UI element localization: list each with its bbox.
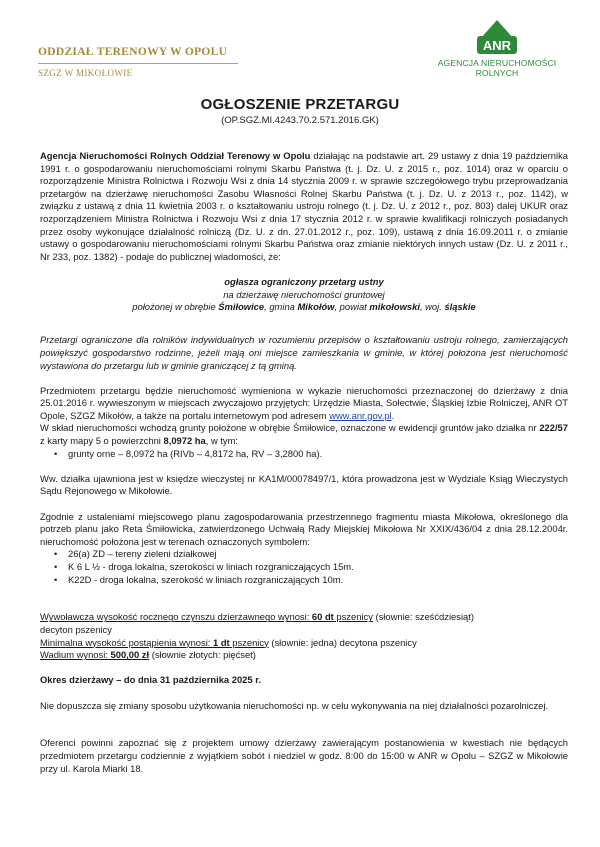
anr-website-link[interactable]: www.anr.gov.pl xyxy=(329,409,392,421)
header-divider xyxy=(38,63,238,64)
restriction-paragraph: Przetargi ograniczone dla rolników indywidualnych w rozumieniu przepisów o kształtowaniu ustroju rolnego, zamierzających powiększyć gospodarstwo rodzinne, jeżeli mają oni miejsce zamieszkania w gminie, w której położona jest nieruchomość wystawiona do przetargu lub w gminie graniczącej z tą gminą. xyxy=(40,334,568,371)
title-block xyxy=(0,96,600,126)
intro-text: działając na podstawie art. 29 ustawy z dnia 19 października 1991 r. o gospodarowaniu nieruchomościami rolnymi Skarbu Państwa (t. j. Dz. U. z 2015 r., poz. 1014) oraz w oparciu o rozporządzenie Ministra Rolnictwa i Rozwoju Wsi z dnia 14 stycznia 2009 r. w sprawie szczegółowego trybu przeprowadzania przetargów na dzierżawę nieruchomości Zasobu Własności Rolnej Skarbu Państwa (t. j. Dz. U. z 2013 r., poz. 1142), w związku z ustawą z dnia 11 kwietnia 2003 r. o kształtowaniu ustroju rolnego (t. j. Dz. U. z 2012 r., poz. 803) dalej UKUR oraz rozporządzeniem Ministra Rolnictwa i Rozwoju Wsi z dnia 17 stycznia 2012 r. w sprawie kwalifikacji rolniczych posiadanych przez osoby wykonujące działalność rolniczą (Dz. U. z dn. 27.01.2012 r., poz. 109), ustawą z dnia 16.09.2011 r. o zmianie ustawy o gospodarowaniu nieruchomościami rolnymi Skarbu Państwa oraz zmianie niektórych innych ustaw (Dz. U. z 2011 r., Nr 233, poz. 1382) - podaje do publicznej wiadomości, że: xyxy=(40,150,568,262)
lease-term: Okres dzierżawy – do dnia 31 października 2025 r. xyxy=(40,674,261,686)
logo-text: AGENCJA NIERUCHOMOŚCI ROLNYCH xyxy=(437,58,557,78)
offer-paragraph: Oferenci powinni zapoznać się z projektem umowy dzierżawy zawierającym postanowienia w kwestiach nie będących przedmiotem przetargu codziennie z wyjątkiem sobót i niedziel w godz. 8:00 do 15:00 w ANR w Opolu – SZGZ w Mikołowie przy ul. Karola Miarki 18. xyxy=(40,737,568,774)
list-item: • K22D - droga lokalna, szerokość w liniach rozgraniczających 10m. xyxy=(54,573,344,585)
rent-line: Wywoławcza wysokość rocznego czynszu dzierżawnego wynosi: 60 dt pszenicy (słownie: sześćdziesiąt) xyxy=(40,611,474,623)
anr-logo xyxy=(422,16,572,78)
rent-line-cont: decyton pszenicy xyxy=(40,623,112,635)
list-item: • K 6 L ½ - droga lokalna, szerokości w liniach rozgraniczających 15m. xyxy=(54,561,354,572)
composition-paragraph: W skład nieruchomości wchodzą grunty położone w obrębie Śmiłowice, oznaczone w ewidencji gruntów jako działka nr 222/57 z karty mapy 5 o powierzchni 8,0972 ha, w tym: xyxy=(40,422,568,447)
announce-line-2: na dzierżawę nieruchomości gruntowej xyxy=(223,288,385,300)
logo-abbr: ANR xyxy=(482,38,512,53)
org-subunit: SZGZ W MIKOŁOWIE xyxy=(38,68,133,78)
registry-paragraph: Ww. działka ujawniona jest w księdze wieczystej nr KA1M/00078497/1, która prowadzona jest w Wydziale Ksiąg Wieczystych Sądu Rejonowego w Mikołowie. xyxy=(40,472,568,497)
header-organization xyxy=(38,46,258,78)
announce-line-3: położonej w obrębie Śmiłowice, gmina Mikołów, powiat mikołowski, woj. śląskie xyxy=(132,301,476,313)
deposit-line: Wadium wynosi: 500,00 zł (słownie złotych: pięćset) xyxy=(40,649,256,661)
document-body xyxy=(40,150,568,775)
page-title: OGŁOSZENIE PRZETARGU xyxy=(200,96,400,113)
subject-paragraph: Przedmiotem przetargu będzie nieruchomość wymieniona w wykazie nieruchomości przeznaczonej do dzierżawy z dnia 25.01.2016 r. wywieszonym w miejscach zwyczajowo przyjętych: Urzędzie Miasta, Sołectwie, Śląskiej Izbie Rolniczej, ANR OT Opole, SZGZ Mikołów, a także na portalu internetowym pod adresem www.anr.gov.pl. xyxy=(40,384,568,421)
zoning-paragraph: Zgodnie z ustaleniami miejscowego planu zagospodarowania przestrzennego fragmentu miasta Mikołowa, określonego dla potrzeb planu jako Reta Śmiłowicka, zatwierdzonego Uchwałą Rady Miejskiej Mikołowa Nr XXIX/436/04 z dnia 28.12.2004r. nieruchomość położona jest w terenach oznaczonych symbolem: xyxy=(40,510,568,547)
intro-paragraph xyxy=(40,150,568,263)
org-name: ODDZIAŁ TERENOWY W OPOLU xyxy=(38,46,228,58)
list-item: • 26(a) ZD – tereny zieleni działkowej xyxy=(54,548,217,560)
list-item: • grunty orne – 8,0972 ha (RIVb – 4,8172 ha, RV – 3,2800 ha). xyxy=(54,447,323,459)
announce-line-1: ogłasza ograniczony przetarg ustny xyxy=(224,275,384,287)
reference-number: (OP.SGZ.MI.4243.70.2.571.2016.GK) xyxy=(221,115,379,126)
no-change-paragraph: Nie dopuszcza się zmiany sposobu użytkowania nieruchomości np. w celu wykonywania na niej działalności pozarolniczej. xyxy=(40,699,549,711)
increment-line: Minimalna wysokość postąpienia wynosi: 1 dt pszenicy (słownie: jedna) decytona pszenicy xyxy=(40,636,417,648)
anr-logo-icon xyxy=(475,16,519,56)
agency-name: Agencja Nieruchomości Rolnych Oddział Terenowy w Opolu xyxy=(40,150,311,161)
